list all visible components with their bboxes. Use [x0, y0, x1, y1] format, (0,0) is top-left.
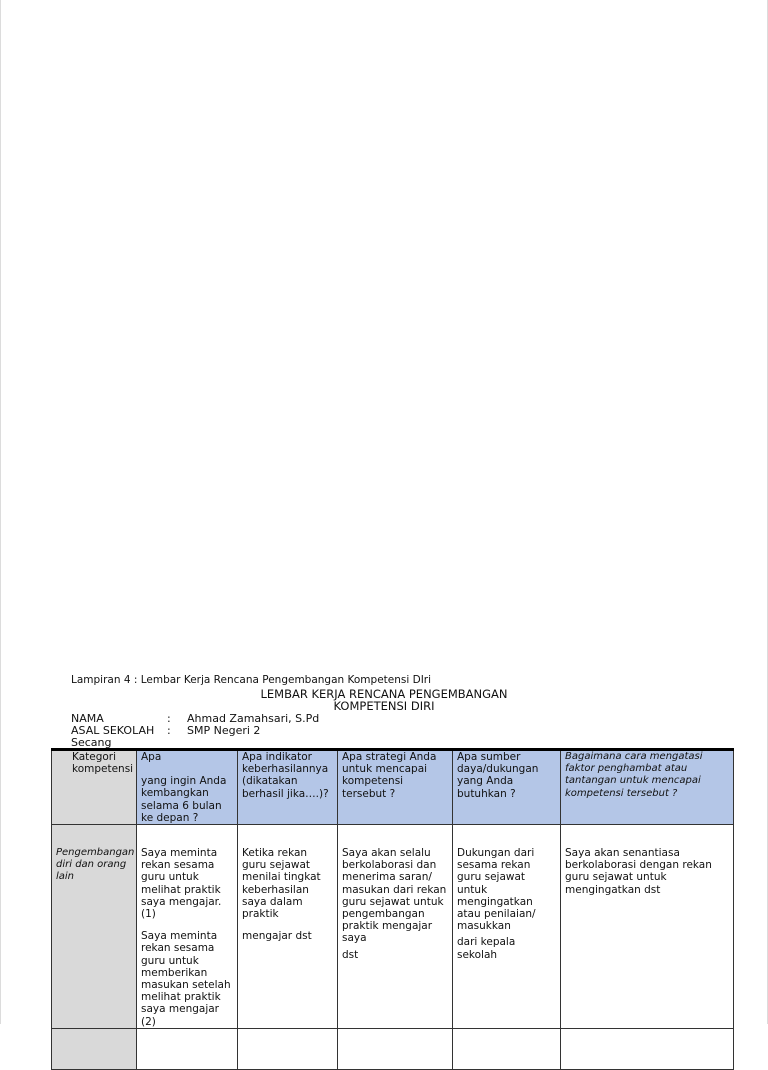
sekolah-value-continued: Secang — [71, 736, 112, 749]
header-kategori: Kategori kompetensi — [52, 750, 137, 825]
page-edge — [0, 0, 1, 1024]
row-hambatan: Saya akan senantiasa berkolaborasi dengan rekan guru sejawat untuk mengingatkan dst — [561, 825, 734, 1029]
header-apa: Apa yang ingin Anda kembangkan selama 6 bulan ke depan ? — [137, 750, 238, 825]
row-indikator: Ketika rekan guru sejawat menilai tingkat keberhasilan saya dalam praktik mengajar dst — [238, 825, 338, 1029]
sekolah-value: SMP Negeri 2 — [187, 724, 261, 737]
header-strategi: Apa strategi Anda untuk mencapai kompetensi tersebut ? — [338, 750, 453, 825]
empty-cell — [137, 1028, 238, 1069]
nama-separator: : — [167, 712, 171, 725]
row-kategori: Pengembangan diri dan orang lain — [52, 825, 137, 1029]
sekolah-label: ASAL SEKOLAH — [71, 724, 155, 737]
header-indikator: Apa indikator keberhasilannya (dikatakan berhasil jika….)? — [238, 750, 338, 825]
header-sumber: Apa sumber daya/dukungan yang Anda butuhkan ? — [453, 750, 561, 825]
competency-plan-table — [51, 748, 734, 1070]
header-hambatan: Bagaimana cara mengatasi faktor penghambat atau tantangan untuk mencapai kompetensi tersebut ? — [561, 750, 734, 825]
row-sumber: Dukungan dari sesama rekan guru sejawat untuk mengingatkan atau penilaian/ masukkan dari kepala sekolah — [453, 825, 561, 1029]
empty-cell — [561, 1028, 734, 1069]
empty-cell — [453, 1028, 561, 1069]
table-row — [52, 1028, 734, 1069]
sekolah-separator: : — [167, 724, 171, 737]
document-title-line-2: KOMPETENSI DIRI — [333, 699, 435, 713]
empty-cell — [238, 1028, 338, 1069]
nama-value: Ahmad Zamahsari, S.Pd — [187, 712, 320, 725]
empty-cell — [52, 1028, 137, 1069]
document-title-line-1: LEMBAR KERJA RENCANA PENGEMBANGAN — [260, 687, 508, 701]
empty-cell — [338, 1028, 453, 1069]
attachment-caption: Lampiran 4 : Lembar Kerja Rencana Pengembangan Kompetensi DIri — [71, 674, 432, 686]
table-header-row — [52, 750, 734, 825]
table-row — [52, 825, 734, 1029]
nama-label: NAMA — [71, 712, 104, 725]
row-apa: Saya meminta rekan sesama guru untuk melihat praktik saya mengajar. (1) Saya meminta rekan sesama guru untuk memberikan masukan setelah melihat praktik saya mengajar (2) — [137, 825, 238, 1029]
row-strategi: Saya akan selalu berkolaborasi dan menerima saran/ masukan dari rekan guru sejawat untuk pengembangan praktik mengajar saya dst — [338, 825, 453, 1029]
